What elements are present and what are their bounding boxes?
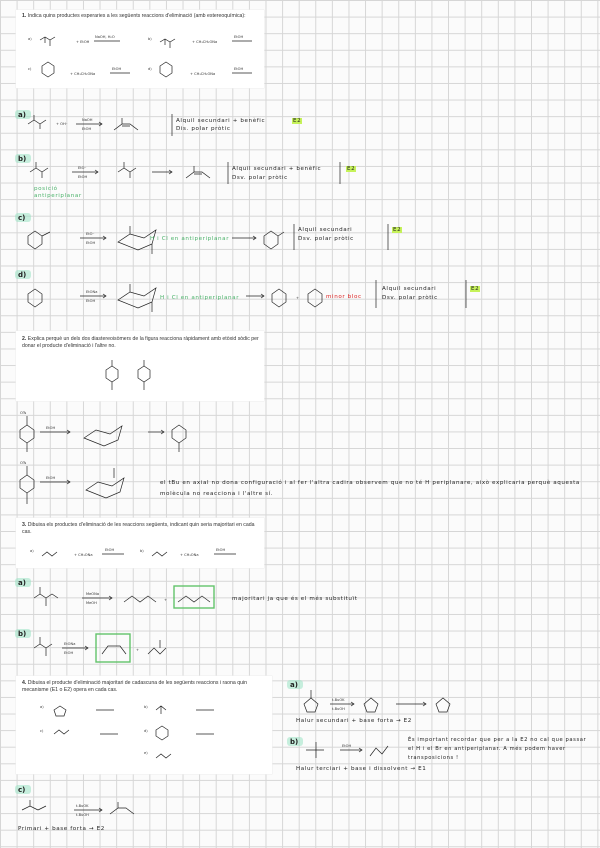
q3b-label: b)	[18, 630, 27, 638]
q4a-scheme	[296, 686, 476, 722]
q1a-scheme	[22, 112, 192, 138]
svg-text:EtONa: EtONa	[64, 642, 76, 646]
q1-question-text	[22, 13, 262, 20]
svg-text:MeONa: MeONa	[86, 592, 100, 596]
svg-text:+: +	[164, 598, 168, 602]
q2-answer: el tBu en axial no dona configuració i al fer l'altra cadira observem que no té H periplanare, això explicaria perquè aquesta molècula no reacciona i l'altre sí.	[160, 480, 580, 497]
q4b-scheme	[300, 736, 400, 766]
q1c-label: c)	[18, 214, 26, 222]
svg-text:EtOH: EtOH	[46, 426, 56, 430]
svg-text:a): a)	[40, 705, 44, 709]
svg-text:c): c)	[40, 729, 44, 733]
q2-number: 2.	[22, 336, 27, 342]
q3-text: Dibuixa els productes d'eliminació de les reaccions següents, indicant quin seria majoritari en cada cas.	[22, 522, 255, 535]
q4-number: 4.	[22, 680, 27, 686]
svg-text:+ CH₃ONa: + CH₃ONa	[180, 553, 199, 557]
svg-text:OTs: OTs	[20, 411, 27, 415]
svg-text:EtOH: EtOH	[46, 476, 56, 480]
svg-text:EtOH: EtOH	[78, 175, 88, 179]
svg-text:EtOH: EtOH	[234, 67, 244, 71]
svg-text:a): a)	[30, 549, 34, 553]
q2-mechanism-1	[14, 408, 214, 458]
q1b-result: E2	[347, 166, 356, 172]
svg-text:d): d)	[144, 729, 148, 733]
q4c-scheme	[16, 794, 156, 826]
svg-text:EtOH: EtOH	[64, 651, 74, 655]
q1c-green-note: H i Cl en antiperiplanar	[150, 236, 230, 242]
q1d-note1: Alquil secundari	[382, 286, 437, 292]
q4a-label: a)	[290, 681, 298, 689]
svg-text:OTs: OTs	[20, 461, 27, 465]
q1c-note1: Alquil secundari	[298, 227, 353, 233]
q1a-note1: Alquil secundari + benèfic	[176, 118, 266, 124]
q4-text: Dibuixa el producte d'eliminació majoritari de cadascuna de les següents reaccions i raona quin mecanisme (E1 o E2) opera en cada cas.	[22, 680, 248, 693]
q1a-result: E2	[293, 118, 302, 124]
svg-text:t-BuOK: t-BuOK	[76, 804, 89, 808]
q3-question-text	[22, 522, 260, 536]
q3-reactions	[30, 544, 260, 566]
svg-text:EtOH: EtOH	[86, 299, 96, 303]
svg-text:b): b)	[140, 549, 144, 553]
q3a-label: a)	[18, 579, 26, 587]
svg-text:t-BuOK: t-BuOK	[332, 698, 345, 702]
q1-reactions-diagram	[20, 30, 260, 86]
q2-diastereomers	[100, 356, 170, 398]
q4-reactions	[40, 700, 260, 770]
q4b-explain: És important recordar que per a la E2 no cal que passar el H i el Br en antiperiplanar. A més podem haver transposicions !	[408, 737, 587, 761]
q1a-label: a)	[18, 111, 26, 119]
q1d-minor-note: minor bloc	[326, 294, 362, 300]
q1c-note2: Dsv. polar pròtic	[298, 236, 354, 242]
q4c-note: Primari + base forta → E2	[18, 826, 105, 832]
q3a-note: majoritari ja que és el més substituït	[232, 596, 358, 602]
svg-text:EtOH: EtOH	[105, 548, 115, 552]
q3b-scheme	[26, 628, 196, 668]
q1b-scheme	[22, 156, 352, 196]
svg-text:+ CH₃CH₂ONa: + CH₃CH₂ONa	[190, 72, 216, 76]
svg-text:c): c)	[28, 67, 32, 71]
q1-number: 1.	[22, 13, 27, 19]
svg-text:+ OH⁻: + OH⁻	[56, 122, 68, 126]
q1c-result: E2	[393, 227, 402, 233]
q1b-note1: Alquil secundari + benèfic	[232, 166, 322, 172]
svg-text:EtOH: EtOH	[234, 35, 244, 39]
svg-text:e): e)	[144, 751, 148, 755]
svg-text:EtOH: EtOH	[86, 241, 96, 245]
q1b-label: b)	[18, 155, 27, 163]
q4a-note: Halur secundari + base forta → E2	[296, 718, 412, 724]
q4b-label: b)	[290, 738, 299, 746]
q2-question-text	[22, 336, 260, 350]
svg-text:+ CH₃CH₂ONa: + CH₃CH₂ONa	[70, 72, 96, 76]
q1b-note2: Dsv. polar pròtic	[232, 175, 288, 181]
svg-text:NaOH: NaOH	[82, 118, 93, 122]
q2-text: Explica perquè un dels dos diastereoisòmers de la figura reacciona ràpidament amb etòxid sòdic per donar el producte d'eliminació i l'altre no.	[22, 336, 259, 349]
svg-text:+: +	[296, 296, 300, 300]
svg-text:EtOH: EtOH	[112, 67, 122, 71]
q1d-result: E2	[471, 286, 480, 292]
svg-text:b): b)	[144, 705, 148, 709]
q1b-green-note1: posició	[34, 186, 58, 192]
svg-text:NaOH, H₂O: NaOH, H₂O	[95, 35, 115, 39]
svg-text:b): b)	[148, 37, 152, 41]
svg-text:+: +	[136, 648, 140, 652]
q1-text: Indica quins productes esperaries a les següents reaccions d'eliminació (amb estereoquímica):	[27, 13, 246, 19]
svg-text:+ CH₃ONa: + CH₃ONa	[74, 553, 93, 557]
q1d-note2: Dsv. polar pròtic	[382, 295, 438, 301]
q4-question-text	[22, 680, 268, 694]
q4b-note: Halur terciari + base i dissolvent → E1	[296, 766, 427, 772]
svg-text:MeOH: MeOH	[86, 601, 97, 605]
svg-text:a): a)	[28, 37, 32, 41]
svg-text:EtO⁻: EtO⁻	[86, 232, 95, 236]
svg-text:+ CH₃CH₂ONa: + CH₃CH₂ONa	[192, 40, 218, 44]
q1a-note2: Dis. polar pròtic	[176, 126, 231, 132]
q4c-label: c)	[18, 786, 26, 794]
svg-text:t-BuOH: t-BuOH	[76, 813, 89, 817]
q1d-label: d)	[18, 271, 27, 279]
svg-text:EtONa: EtONa	[86, 290, 98, 294]
q1b-green-note2: antiperiplanar	[34, 193, 82, 199]
q3-number: 3.	[22, 522, 27, 528]
svg-text:EtO⁻: EtO⁻	[78, 166, 87, 170]
svg-text:d): d)	[148, 67, 152, 71]
q1d-green-note: H i Cl en antiperiplanar	[160, 295, 240, 301]
svg-text:EtOH: EtOH	[342, 744, 352, 748]
svg-text:t-BuOH: t-BuOH	[332, 707, 345, 711]
svg-text:+ EtOH: + EtOH	[76, 40, 90, 44]
svg-text:EtOH: EtOH	[216, 548, 226, 552]
svg-text:EtOH: EtOH	[82, 127, 92, 131]
